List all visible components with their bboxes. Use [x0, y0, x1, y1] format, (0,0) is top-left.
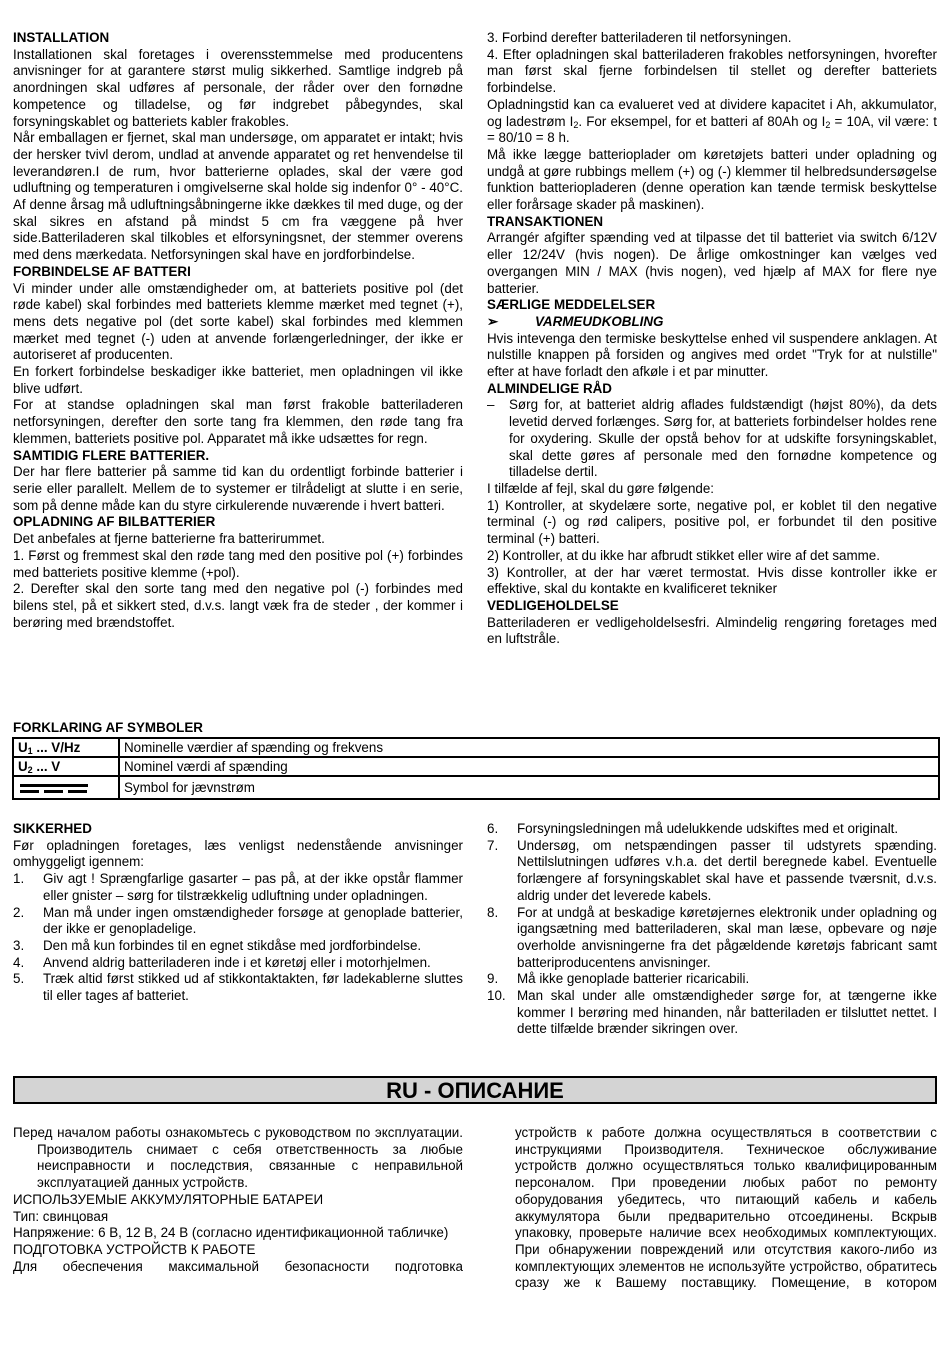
list-item: 8. For at undgå at beskadige køretøjernes elektronik under opladning og igangsætning med batteriladeren, skal man læse, opbevare og nøje overholde anvisningerne fra det pågældende køretøjs fabricant samt batteriproducentens anvisninger. — [487, 904, 937, 970]
symbols-heading: FORKLARING AF SYMBOLER — [13, 720, 203, 735]
installation-p2: Når emballagen er fjernet, skal man undersøge, om apparatet er intakt; hvis der hersker tvivl derom, undlad at anvende apparatet og ret henvendelse til leverandøren.I de rum, hvor batterierne oplades, skal der være god udluftning og temperaturen i omgivelserne skal holde sig indenfor 0° - 40°C. Af denne årsag må udluftningsåbningerne ikke dækkes til med duge, og der skal sikres en afstand på mindst 5 cm fra væggene på hver side.Batteriladeren skal tilkobles et elforsyningsnet, der stemmer overens med dens mærkedata. Netforsyningen skal have en jordforbindelse. — [13, 130, 463, 263]
transactions-p1: Arrangér afgifter spænding ved at tilpasse det til batteriet via switch 6/12V eller 12/24V (hvis nogen). De årlige omkostninger kan vælges ved overgangen MIN / MAX (hvis nogen), ved hjælp af MAX for flere nye batterier. — [487, 230, 937, 296]
ru-left-h2: ПОДГОТОВКА УСТРОЙСТВ К РАБОТЕ — [13, 1241, 256, 1257]
list-item: 10. Man skal under alle omstændigheder sørge for, at tængerne ikke kommer I berøring med hinanden, når batteriladen er tilsluttet nettet. I dette tilfælde brænder sikringen over. — [487, 988, 937, 1037]
charging-p3: 2. Derefter skal den sorte tang med den negative pol (-) forbindes med bilens stel, på et sikkert sted, d.v.s. langt væk fra de steder , der kommer i berøring med brændstoffet. — [13, 581, 463, 630]
general-p4: 3) Kontroller, at der har været termostat. Hvis disse kontroller ikke er effektive, skal du kontakte en kvalificeret tekniker — [487, 564, 937, 597]
symbol-row — [13, 738, 939, 757]
ru-right-column — [515, 1125, 937, 1292]
general-p3: 2) Kontroller, at du ikke har afbrudt stikket eller wire af det samme. — [487, 547, 880, 563]
ru-left-type: Тип: свинцовая — [13, 1208, 109, 1224]
thermal-cutout-subheading: ➢ VARMEUDKOBLING — [487, 313, 664, 329]
connection-p2: En forkert forbindelse beskadiger ikke batteriet, men opladningen vil ikke blive udført. — [13, 364, 463, 396]
connection-heading: FORBINDELSE AF BATTERI — [13, 263, 191, 279]
list-item: 2. Man må under ingen omstændigheder forsøge at genoplade batterier, der ikke er genopladelige. — [13, 904, 463, 937]
list-item: 9. Må ikke genoplade batterier ricaricabili. — [487, 971, 750, 987]
charging-heading: OPLADNING AF BILBATTERIER — [13, 514, 216, 530]
general-p2: 1) Kontroller, at skydelære sorte, negative pol, er koblet til den negative terminal (-) og rød calipers, positive pol, er forbundet til den positive terminal (+) batteri. — [487, 497, 937, 547]
right-p2: 4. Efter opladningen skal batteriladeren frakobles netforsyningen, hvorefter man først skal fjerne forbindelsen til stellet og derefter batteriets forbindelse. — [487, 46, 937, 96]
symbol-row — [13, 757, 939, 776]
general-bullet: – Sørg for, at batteriet aldrig aflades fuldstændigt (højst 80%), da dets levetid derved forlænges. Sørg for, at batteriets forbindelser holdes rene for oxydering. Skulle der opstå behov for at udskifte forsyningskablet, skal dette gøres af personale med den fornødne kompetence og tilladelse dertil. — [487, 397, 937, 480]
list-item: 5. Træk altid først stikked ud af stikkontaktakten, før ladekablerne sluttes til eller tages af batteriet. — [13, 971, 463, 1004]
transactions-heading: TRANSAKTIONEN — [487, 213, 604, 229]
charge-time-paragraph: Opladningstid kan ca evalueret ved at dividere kapacitet i Ah, akkumulator, og ladestrøm $I_2$. For eksempel, for et batteri af 80Ah og $I_2 = 10A$, vil være: t = 80/10 = 8 h. — [487, 96, 937, 146]
charging-p2: 1. Først og fremmest skal den røde tang med den positive pol (+) forbindes med batteriets positive klemme (+pol). — [13, 547, 463, 580]
safety-left-column — [13, 821, 463, 1005]
general-p1: I tilfælde af fejl, skal du gøre følgende: — [487, 480, 715, 496]
symbol-description: Nominelle værdier af spænding og frekvens — [119, 738, 939, 757]
ru-left-h1: ИСПОЛЬЗУЕМЫЕ АККУМУЛЯТОРНЫЕ БАТАРЕИ — [13, 1191, 324, 1207]
safety-intro: Før opladningen foretages, læs venligst nedenstående anvisninger omhyggeligt igennem: — [13, 837, 463, 870]
symbol-description: Symbol for jævnstrøm — [119, 776, 939, 799]
dash-bullet-icon: – — [487, 397, 495, 413]
symbol-row — [13, 776, 939, 799]
symbol-cell: $U_2$ ... V — [13, 757, 119, 776]
symbol-cell — [13, 776, 119, 799]
symbol-description: Nominel værdi af spænding — [119, 757, 939, 776]
list-item: 1. Giv agt ! Sprængfarlige gasarter – pas på, at der ikke opstår flammer eller gnister – sørg for tilstrækkelig udluftning under opladningen. — [13, 871, 463, 903]
special-p1: Hvis intevenga den termiske beskyttelse enhed vil suspendere anklagen. At nulstille knappen på forsiden og angives med ordet "Tryk for at nulstille" efter at have forladt den afkøle i et par minutter. — [487, 330, 937, 380]
maintenance-p1: Batteriladeren er vedligeholdelsesfri. Almindelig rengøring foretages med en luftstråle. — [487, 614, 937, 647]
ru-left-p1: Перед началом работы ознакомьтесь с руководством по эксплуатации. Производитель снимает с себя ответственность за любые неисправности и последствия, связанные с неправильной эксплуатацией данных устройств. — [13, 1125, 463, 1191]
right-p1: 3. Forbind derefter batteriladeren til netforsyningen. — [487, 30, 792, 45]
maintenance-heading: VEDLIGEHOLDELSE — [487, 597, 619, 613]
safety-right-column — [487, 821, 937, 1038]
installation-heading: INSTALLATION — [13, 30, 110, 45]
list-item: 7. Undersøg, om netspændingen passer til udstyrets spænding. Nettilslutningen udføres v.h.a. det dertil beregnede kabel. Eventuelle forlængere af forsyningskablet skal have et passende tværsnit, d.v.s. aldrig under det leverede kabels. — [487, 837, 937, 903]
ru-section-banner: RU - ОПИСАНИЕ — [13, 1076, 937, 1104]
connection-p3: For at standse opladningen skal man først frakoble batteriladeren netforsyningen, derefter den sorte tang fra klemmen, den røde tang fra klemmen, batteriets positive pol. Apparatet må ikke udsættes for regn. — [13, 397, 463, 446]
safety-list-right — [487, 821, 937, 1038]
multiple-p1: Der har flere batterier på samme tid kan du ordentligt forbinde batterier i serie eller parallelt. Mellem de to systemer er tilrådeligt at slutte i en serie, som på denne måde kan du styre cirkulerende nuværende i hvert batteri. — [13, 464, 463, 513]
special-heading: SÆRLIGE MEDDELELSER — [487, 297, 656, 313]
arrow-bullet-icon: ➢ — [487, 313, 499, 329]
left-column-top — [13, 30, 463, 631]
list-item: 6. Forsyningsledningen må udelukkende udskiftes med et originalt. — [487, 821, 899, 836]
right-p4: Må ikke lægge batterioplader om køretøjets batteri under opladning og undgå at gøre rubbings mellem (+) og (-) klemmer til helbredsundersøgelse funktion batteriopladeren (denne operation kan tænde termisk beskyttelse eller forårsage skader på maskinen). — [487, 146, 937, 213]
right-column-top — [487, 30, 937, 648]
connection-p1: Vi minder under alle omstændigheder om, at batteriets positive pol (det røde kabel) skal forbindes med batteriets klemme mærket med tegnet (+), mens dets negative pol (det sorte kabel) skal forbindes med klemmen mærket med tegnet (-) uden at anvende forlængerledninger, der ikke er autoriseret af producenten. — [13, 280, 463, 363]
ru-right-p1: устройств к работе должна осуществляться в соответствии с инструкциями Производителя. Техническое обслуживание устройств должно осуществляться только квалифицированным персоналом. При проведении любых работ по ремонту оборудования убедитесь, что питающий кабель и кабель аккумулятора были предварительно отсоединены. Вскрыв упаковку, проверьте наличие всех необходимых комплектующих. При обнаружении повреждений или отсутствия какого-либо из комплектующих элементов не используйте устройство, обратитесь сразу же к Вашему поставщику. Помещение, в котором — [515, 1125, 937, 1291]
symbols-table — [12, 737, 940, 800]
ru-left-voltage: Напряжение: 6 В, 12 В, 24 В (согласно идентификационной табличке) — [13, 1225, 449, 1241]
symbol-cell: $U_1$ ... V/Hz — [13, 738, 119, 757]
dc-symbol-icon — [18, 781, 90, 795]
list-item: 3. Den må kun forbindes til en egnet stikdåse med jordforbindelse. — [13, 937, 422, 953]
multiple-heading: SAMTIDIG FLERE BATTERIER. — [13, 447, 210, 463]
installation-p1: Installationen skal foretages i overensstemmelse med producentens anvisninger for at garantere størst mulig sikkerhed. Samtlige indgreb på anordningen skal udføres af personale, der råder over den fornødne kompetence og tilladelse, og før indgrebet påbegyndes, skal forsyningskablet og batteriets kabler frakobles. — [13, 46, 463, 129]
safety-list-left — [13, 871, 463, 1005]
list-item: 4. Anvend aldrig batteriladeren inde i et køretøj eller i motorhjelmen. — [13, 954, 431, 970]
ru-left-p2: Для обеспечения максимальной безопасности подготовка — [13, 1258, 463, 1274]
general-heading: ALMINDELIGE RÅD — [487, 380, 612, 396]
charging-p1: Det anbefales at fjerne batterierne fra batterirummet. — [13, 531, 325, 547]
ru-left-column — [13, 1125, 463, 1275]
safety-heading: SIKKERHED — [13, 821, 92, 836]
